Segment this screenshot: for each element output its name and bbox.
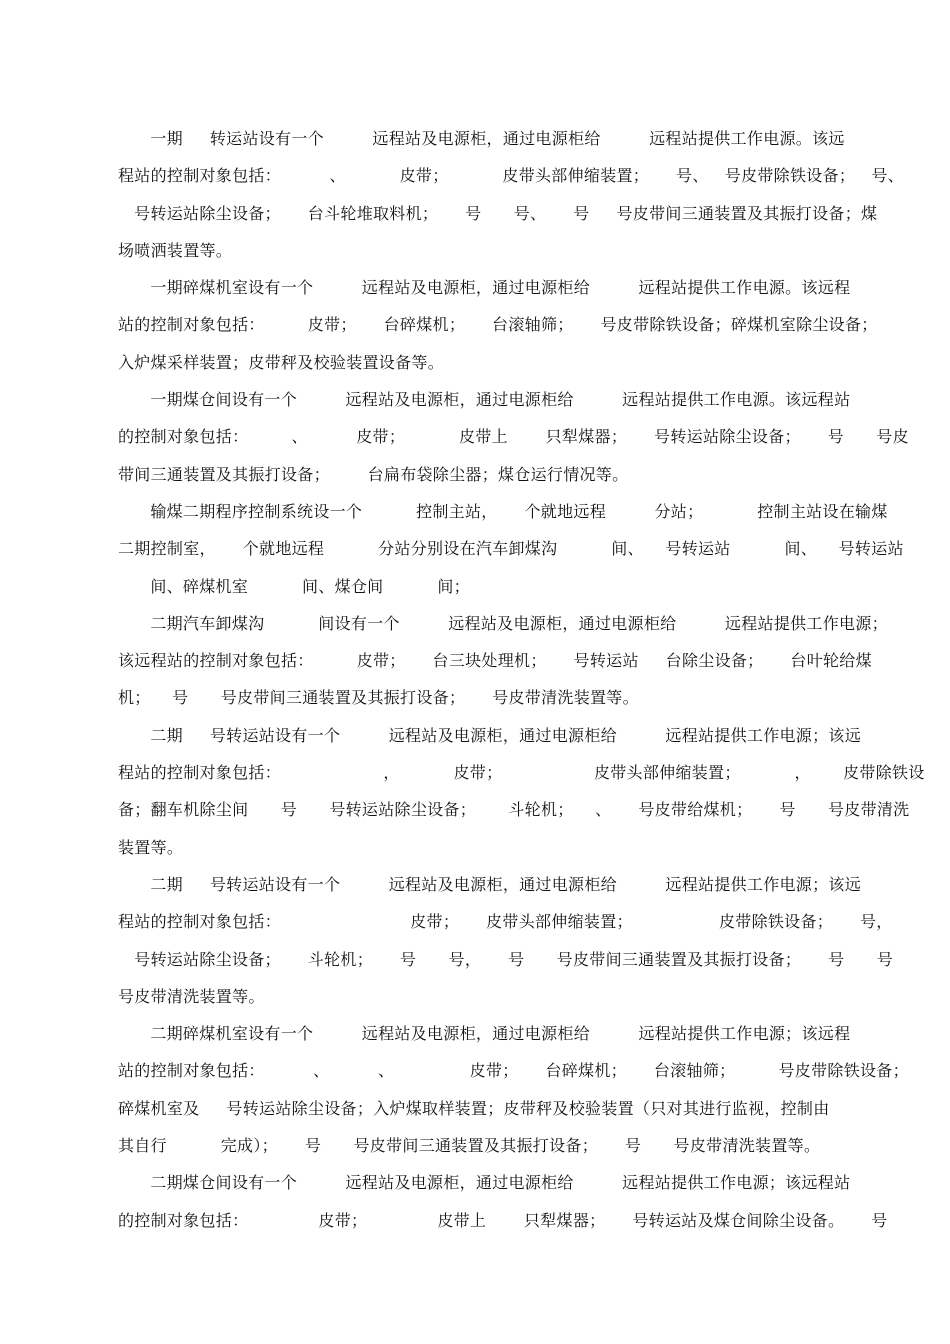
paragraph-line: 二期 号转运站设有一个 远程站及电源柜，通过电源柜给 远程站提供工作电源；该远: [118, 725, 861, 745]
paragraph-line: 站的控制对象包括： 、 、 皮带； 台碎煤机； 台滚轴筛； 号皮带除铁设备；: [118, 1061, 909, 1081]
paragraph-line: 程站的控制对象包括： 、 皮带； 皮带头部伸缩装置； 号、 号皮带除铁设备； 号、: [118, 166, 904, 186]
paragraph-line: 场喷洒装置等。: [118, 240, 233, 260]
paragraph-line: 号转运站除尘设备； 斗轮机； 号 号， 号 号皮带间三通装置及其振打设备； 号 号: [118, 949, 894, 969]
paragraph-line: 一期碎煤机室设有一个 远程站及电源柜，通过电源柜给 远程站提供工作电源。该远程: [118, 278, 851, 298]
paragraph-line: 其自行 完成）； 号 号皮带间三通装置及其振打设备； 号 号皮带清洗装置等。: [118, 1136, 821, 1156]
paragraph: [118, 717, 925, 866]
paragraph-line: 机； 号 号皮带间三通装置及其振打设备； 号皮带清洗装置等。: [118, 688, 639, 708]
paragraph: [118, 605, 888, 717]
paragraph-line: 二期煤仓间设有一个 远程站及电源柜，通过电源柜给 远程站提供工作电源；该远程站: [118, 1173, 851, 1193]
paragraph-line: 的控制对象包括： 、 皮带； 皮带上 只犁煤器； 号转运站除尘设备； 号 号皮: [118, 427, 909, 447]
paragraph: [118, 493, 904, 605]
paragraph-line: 输煤二期程序控制系统设一个 控制主站， 个就地远程 分站； 控制主站设在输煤: [118, 501, 888, 521]
paragraph-line: 装置等。: [118, 837, 184, 857]
paragraph-line: 二期 号转运站设有一个 远程站及电源柜，通过电源柜给 远程站提供工作电源；该远: [118, 874, 861, 894]
paragraph-line: 带间三通装置及其振打设备； 台扁布袋除尘器；煤仓运行情况等。: [118, 464, 629, 484]
paragraph-line: 入炉煤采样装置；皮带秤及校验装置设备等。: [118, 352, 445, 372]
paragraph: [118, 381, 909, 493]
paragraph-line: 一期 转运站设有一个 远程站及电源柜，通过电源柜给 远程站提供工作电源。该远: [118, 129, 845, 148]
paragraph-line: 该远程站的控制对象包括： 皮带； 台三块处理机； 号转运站 台除尘设备； 台叶轮给煤: [118, 651, 872, 671]
paragraph-line: 二期汽车卸煤沟 间设有一个 远程站及电源柜，通过电源柜给 远程站提供工作电源；: [118, 613, 888, 633]
paragraph-line: 程站的控制对象包括： 皮带； 皮带头部伸缩装置； 皮带除铁设备； 号，: [118, 912, 893, 932]
paragraph: [118, 1164, 888, 1239]
paragraph: [118, 120, 904, 269]
paragraph-line: 碎煤机室及 号转运站除尘设备；入炉煤取样装置；皮带秤及校验装置（只对其进行监视，控制由: [118, 1098, 830, 1118]
paragraph-line: 号转运站除尘设备； 台斗轮堆取料机； 号 号、 号 号皮带间三通装置及其振打设备；煤: [118, 203, 878, 223]
paragraph-line: 二期控制室， 个就地远程 分站分别设在汽车卸煤沟 间、 号转运站 间、 号转运站: [118, 539, 904, 559]
paragraph-line: 站的控制对象包括： 皮带； 台碎煤机； 台滚轴筛； 号皮带除铁设备；碎煤机室除尘设备；: [118, 315, 878, 335]
paragraph-line: 号皮带清洗装置等。: [118, 986, 265, 1006]
paragraph-line: 间、碎煤机室 间、煤仓间 间；: [118, 576, 470, 596]
paragraph: [118, 1015, 909, 1164]
paragraph-line: 二期碎煤机室设有一个 远程站及电源柜，通过电源柜给 远程站提供工作电源；该远程: [118, 1024, 851, 1044]
paragraph-line: 程站的控制对象包括： ， 皮带； 皮带头部伸缩装置； ， 皮带除铁设: [118, 763, 925, 783]
paragraph-line: 备；翻车机除尘间 号 号转运站除尘设备； 斗轮机； 、 号皮带给煤机； 号 号皮带清洗: [118, 800, 910, 820]
paragraph-line: 的控制对象包括： 皮带； 皮带上 只犁煤器； 号转运站及煤仓间除尘设备。 号: [118, 1210, 888, 1230]
paragraph-line: 一期煤仓间设有一个 远程站及电源柜，通过电源柜给 远程站提供工作电源。该远程站: [118, 390, 851, 410]
document-body: [118, 120, 925, 1239]
paragraph: [118, 269, 878, 381]
paragraph: [118, 866, 894, 1015]
